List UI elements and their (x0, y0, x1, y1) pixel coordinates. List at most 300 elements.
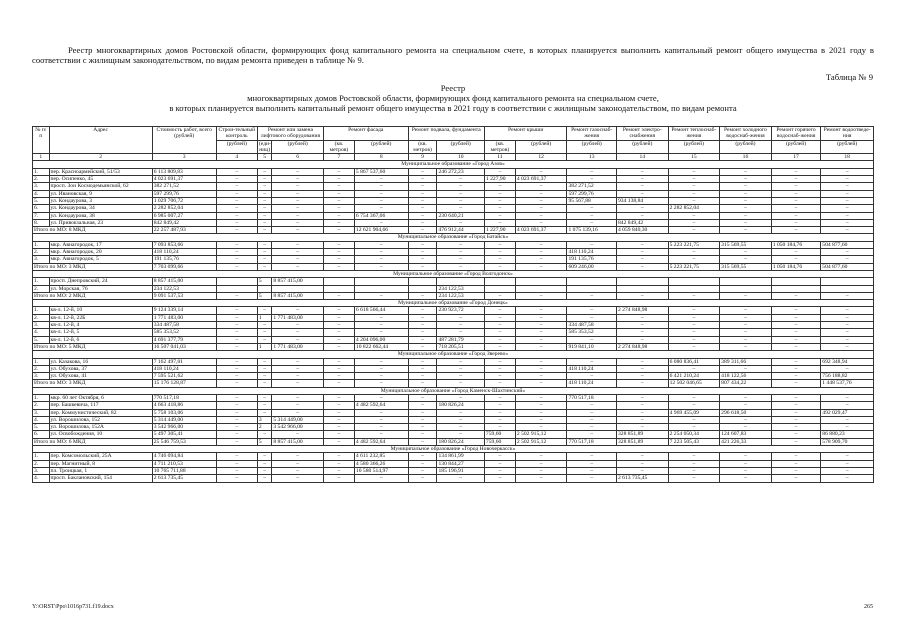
value-cell: – (354, 322, 408, 329)
value-cell: – (257, 467, 271, 474)
value-cell: – (567, 431, 617, 438)
value-cell: 2 (257, 424, 271, 431)
value-cell: – (821, 475, 874, 482)
value-cell: – (323, 358, 354, 365)
value-cell: – (272, 336, 324, 343)
value-cell: – (323, 322, 354, 329)
subheader-rub: (рублей) (821, 140, 874, 154)
total-cell: – (408, 292, 437, 299)
total-cell: – (408, 227, 437, 234)
value-cell: – (216, 205, 257, 212)
value-cell: – (484, 373, 515, 380)
total-cell: – (616, 263, 668, 270)
total-cell: 4 059 840,30 (616, 227, 668, 234)
value-cell: – (720, 329, 772, 336)
value-cell: – (616, 402, 668, 409)
column-number: 15 (668, 154, 720, 161)
row-number: 6. (33, 431, 50, 438)
value-cell: – (354, 249, 408, 256)
total-cell: 476 912,44 (437, 227, 484, 234)
value-cell: – (354, 409, 408, 416)
value-cell: 2 282 852,04 (668, 205, 720, 212)
value-cell: – (515, 205, 567, 212)
value-cell: – (515, 475, 567, 482)
value-cell: – (408, 249, 437, 256)
value-cell: – (323, 197, 354, 204)
header-heat: Ремонт теплоснаб-жения (668, 127, 720, 141)
table-row (33, 285, 874, 292)
value-cell: 230 923,72 (437, 307, 484, 314)
value-cell: – (616, 467, 668, 474)
value-cell: 4 482 592,64 (354, 402, 408, 409)
value-cell: – (567, 467, 617, 474)
value-cell: – (216, 336, 257, 343)
total-cell: 7 223 505,43 (668, 438, 720, 445)
value-cell: – (515, 467, 567, 474)
total-cell: – (771, 227, 821, 234)
total-row (33, 263, 874, 270)
value-cell: – (408, 190, 437, 197)
file-path: Y:\ORST\Ppo\1016p731.f19.docx (32, 604, 114, 610)
value-cell: 382 271,52 (567, 183, 617, 190)
value-cell: – (668, 453, 720, 460)
value-cell: – (668, 249, 720, 256)
value-cell: – (354, 176, 408, 183)
table-row (33, 212, 874, 219)
value-cell: 7 093 853,66 (152, 241, 216, 248)
value-cell: – (257, 249, 271, 256)
value-cell: 180 826,24 (437, 402, 484, 409)
value-cell: – (323, 256, 354, 263)
value-cell: – (771, 307, 821, 314)
address-cell: ул. Обухова, 41 (49, 373, 152, 380)
value-cell: 328 851,89 (616, 431, 668, 438)
value-cell: – (216, 197, 257, 204)
value-cell: – (567, 176, 617, 183)
value-cell: – (821, 212, 874, 219)
value-cell: – (257, 358, 271, 365)
value-cell (484, 278, 515, 285)
value-cell: – (821, 219, 874, 226)
total-cell: 421 226,33 (720, 438, 772, 445)
value-cell: – (323, 475, 354, 482)
subheader-sqm: (кв. метров) (408, 140, 437, 154)
column-number: 10 (437, 154, 484, 161)
value-cell: – (272, 307, 324, 314)
header-sewer: Ремонт водоотведе-ния (821, 127, 874, 141)
row-number: 3. (33, 467, 50, 474)
value-cell: – (515, 453, 567, 460)
value-cell: – (323, 394, 354, 401)
table-row (33, 197, 874, 204)
value-cell: – (323, 241, 354, 248)
total-cell: – (484, 380, 515, 387)
municipality-name: Муниципальное образование «Город Батайск» (33, 234, 874, 241)
value-cell: – (323, 329, 354, 336)
value-cell: 1 771 483,00 (152, 314, 216, 321)
value-cell: – (323, 402, 354, 409)
value-cell: 191 135,76 (567, 256, 617, 263)
value-cell: 756 188,82 (821, 373, 874, 380)
value-cell: – (272, 190, 324, 197)
title-line: Реестр (440, 83, 466, 93)
table-row (33, 314, 874, 321)
total-cell: – (720, 343, 772, 350)
group-header-row (33, 446, 874, 453)
value-cell: – (257, 475, 271, 482)
value-cell: 2 282 852,04 (152, 205, 216, 212)
value-cell: – (272, 365, 324, 372)
value-cell: – (408, 453, 437, 460)
value-cell: – (484, 168, 515, 175)
value-cell: – (257, 183, 271, 190)
value-cell: – (668, 322, 720, 329)
value-cell: – (272, 329, 324, 336)
value-cell: – (323, 212, 354, 219)
value-cell (272, 285, 324, 292)
value-cell: – (408, 365, 437, 372)
header-elevator: Ремонт или замена лифтового оборудования (257, 127, 323, 141)
value-cell: – (668, 176, 720, 183)
header-cold: Ремонт холодного водоснаб-жения (720, 127, 772, 141)
value-cell: – (437, 365, 484, 372)
address-cell: пер. Красноармейский, 51/53 (49, 168, 152, 175)
value-cell: – (437, 190, 484, 197)
value-cell: – (720, 307, 772, 314)
address-cell: пл. Троицкая, 1 (49, 467, 152, 474)
value-cell: – (616, 176, 668, 183)
total-cell: – (272, 227, 324, 234)
value-cell: – (272, 241, 324, 248)
value-cell: 597 299,76 (152, 190, 216, 197)
value-cell: – (272, 183, 324, 190)
total-cell: – (668, 343, 720, 350)
value-cell: – (216, 431, 257, 438)
value-cell: – (771, 453, 821, 460)
value-cell: 8 857 415,00 (152, 278, 216, 285)
value-cell: – (771, 183, 821, 190)
value-cell: – (437, 256, 484, 263)
row-number: 8. (33, 219, 50, 226)
value-cell: – (616, 373, 668, 380)
value-cell: – (567, 314, 617, 321)
group-header-row (33, 387, 874, 394)
value-cell: – (323, 314, 354, 321)
address-cell: мкр. Авиагородок, 17 (49, 241, 152, 248)
value-cell: – (257, 241, 271, 248)
column-number: 7 (323, 154, 354, 161)
value-cell (323, 285, 354, 292)
value-cell: – (408, 183, 437, 190)
row-number: 2. (33, 249, 50, 256)
value-cell: 10 580 514,97 (354, 467, 408, 474)
value-cell (616, 285, 668, 292)
value-cell: 418 110,24 (152, 365, 216, 372)
row-number: 1. (33, 358, 50, 365)
value-cell: – (484, 197, 515, 204)
column-number: 5 (257, 154, 271, 161)
value-cell: – (771, 205, 821, 212)
value-cell: – (354, 424, 408, 431)
total-cell: – (771, 380, 821, 387)
value-cell: – (437, 249, 484, 256)
municipality-name: Муниципальное образование «Город Зверево» (33, 351, 874, 358)
value-cell: – (515, 402, 567, 409)
value-cell (720, 278, 772, 285)
value-cell: – (323, 205, 354, 212)
value-cell: – (720, 394, 772, 401)
total-cell: 504 877,60 (821, 263, 874, 270)
value-cell: 315 569,55 (720, 241, 772, 248)
page-number: 265 (864, 604, 873, 610)
table-row (33, 365, 874, 372)
value-cell: – (484, 402, 515, 409)
total-cell: – (408, 263, 437, 270)
value-cell: – (437, 197, 484, 204)
value-cell: 389 311,66 (720, 358, 772, 365)
total-cell: 1 (257, 343, 271, 350)
value-cell: – (216, 219, 257, 226)
value-cell: – (354, 314, 408, 321)
value-cell: – (272, 358, 324, 365)
total-cell: – (515, 292, 567, 299)
value-cell: – (771, 212, 821, 219)
address-cell: кв-л. 12-й, 22Б (49, 314, 152, 321)
title-line: в которых планируется выполнить капитальный ремонт общего имущества в 2021 году в соответствии с жилищным законодательством, по видам ремонта (169, 103, 737, 113)
value-cell: – (567, 168, 617, 175)
value-cell: – (408, 402, 437, 409)
total-label: Итого по МО: 3 МКД (33, 263, 153, 270)
value-cell: – (668, 212, 720, 219)
value-cell: – (437, 183, 484, 190)
value-cell: – (720, 322, 772, 329)
value-cell: – (257, 176, 271, 183)
value-cell: – (437, 475, 484, 482)
value-cell: 770 517,18 (567, 394, 617, 401)
value-cell: – (323, 365, 354, 372)
value-cell (257, 285, 271, 292)
address-cell: кв-л. 12-й, 10 (49, 307, 152, 314)
total-cell: 807 434,22 (720, 380, 772, 387)
value-cell: – (616, 394, 668, 401)
value-cell: – (771, 365, 821, 372)
header-cost: Стоимость работ, всего (рублей) (152, 127, 216, 154)
value-cell: – (616, 365, 668, 372)
table-row (33, 424, 874, 431)
value-cell: – (515, 424, 567, 431)
column-number: 1 (33, 154, 50, 161)
value-cell: – (257, 168, 271, 175)
row-number: 1. (33, 278, 50, 285)
row-number: 6. (33, 205, 50, 212)
total-row (33, 292, 874, 299)
value-cell: – (668, 475, 720, 482)
value-cell (354, 285, 408, 292)
value-cell: – (408, 219, 437, 226)
table-row (33, 475, 874, 482)
value-cell: 1 227,90 (484, 176, 515, 183)
value-cell: 234 122,53 (152, 285, 216, 292)
value-cell: – (272, 373, 324, 380)
value-cell: – (408, 307, 437, 314)
address-cell: кв-л. 12-й, 5 (49, 329, 152, 336)
value-cell: 7 595 521,62 (152, 373, 216, 380)
value-cell: – (668, 329, 720, 336)
value-cell: 759,60 (484, 431, 515, 438)
row-number: 1. (33, 168, 50, 175)
value-cell: – (354, 241, 408, 248)
value-cell: – (484, 219, 515, 226)
value-cell: – (720, 402, 772, 409)
value-cell: – (408, 336, 437, 343)
header-hot: Ремонт горячего водоснаб-жения (771, 127, 821, 141)
value-cell: – (616, 460, 668, 467)
value-cell: – (257, 197, 271, 204)
total-cell: – (668, 292, 720, 299)
value-cell: – (484, 205, 515, 212)
subheader-rub: (рублей) (720, 140, 772, 154)
subheader-sqm: (кв. метров) (484, 140, 515, 154)
value-cell: – (668, 336, 720, 343)
value-cell: – (720, 424, 772, 431)
value-cell: 1 029 706,72 (152, 197, 216, 204)
total-cell: 12 502 046,65 (668, 380, 720, 387)
value-cell: – (567, 424, 617, 431)
value-cell: – (257, 373, 271, 380)
value-cell: – (720, 219, 772, 226)
subheader-rub: (рублей) (567, 140, 617, 154)
value-cell: – (437, 322, 484, 329)
value-cell: – (771, 168, 821, 175)
total-cell: 4 023 691,37 (515, 227, 567, 234)
value-cell: – (616, 424, 668, 431)
total-cell: 1 050 184,76 (771, 263, 821, 270)
value-cell: – (323, 183, 354, 190)
value-cell: 3 542 966,00 (272, 424, 324, 431)
value-cell: – (484, 467, 515, 474)
value-cell: – (720, 212, 772, 219)
value-cell: – (720, 256, 772, 263)
value-cell: – (354, 190, 408, 197)
total-cell: – (272, 380, 324, 387)
value-cell: – (616, 329, 668, 336)
value-cell: – (821, 336, 874, 343)
value-cell: – (484, 183, 515, 190)
value-cell: – (272, 402, 324, 409)
value-cell: 124 607,83 (720, 431, 772, 438)
value-cell (771, 285, 821, 292)
value-cell: 4 611 232,85 (354, 453, 408, 460)
value-cell: – (821, 329, 874, 336)
subheader-units: (еди-ниц) (258, 140, 271, 153)
value-cell: – (668, 314, 720, 321)
value-cell: – (720, 453, 772, 460)
value-cell: – (821, 402, 874, 409)
value-cell: – (437, 409, 484, 416)
value-cell: – (323, 190, 354, 197)
value-cell: – (484, 329, 515, 336)
value-cell: – (821, 322, 874, 329)
value-cell: – (216, 256, 257, 263)
total-cell: – (821, 227, 874, 234)
value-cell: – (323, 453, 354, 460)
value-cell: – (272, 453, 324, 460)
table-row (33, 183, 874, 190)
total-cell: – (216, 227, 257, 234)
value-cell: – (567, 358, 617, 365)
value-cell: – (484, 307, 515, 314)
column-number: 9 (408, 154, 437, 161)
value-cell: – (437, 241, 484, 248)
subheader-rub: (рублей) (216, 140, 257, 154)
value-cell: 504 877,60 (821, 241, 874, 248)
total-cell: 180 826,24 (437, 438, 484, 445)
total-cell: – (354, 380, 408, 387)
total-cell: – (216, 263, 257, 270)
value-cell: – (821, 365, 874, 372)
value-cell: – (272, 409, 324, 416)
value-cell: – (821, 394, 874, 401)
value-cell: – (720, 197, 772, 204)
value-cell: – (771, 394, 821, 401)
column-number: 8 (354, 154, 408, 161)
row-number: 2. (33, 402, 50, 409)
address-cell: ул. Кондаурова, 34 (49, 205, 152, 212)
total-cell: – (257, 380, 271, 387)
value-cell: 2 254 050,34 (668, 431, 720, 438)
address-cell: пер. Коммунистический, 82 (49, 409, 152, 416)
municipality-name: Муниципальное образование «Город Азов» (33, 161, 874, 168)
value-cell: – (567, 336, 617, 343)
value-cell: 5 758 103,06 (152, 409, 216, 416)
total-cell: – (616, 292, 668, 299)
column-number: 6 (272, 154, 324, 161)
value-cell: – (515, 256, 567, 263)
value-cell: – (668, 402, 720, 409)
value-cell: – (821, 168, 874, 175)
value-cell: – (484, 249, 515, 256)
municipality-name: Муниципальное образование «Город Новочеркасск» (33, 446, 874, 453)
value-cell: – (437, 314, 484, 321)
address-cell: кв-л. 12-й, 6 (49, 336, 152, 343)
value-cell: – (515, 322, 567, 329)
column-number: 18 (821, 154, 874, 161)
value-cell: – (821, 460, 874, 467)
total-cell: 759,60 (484, 438, 515, 445)
column-number: 14 (616, 154, 668, 161)
value-cell: 9 124 339,14 (152, 307, 216, 314)
row-number: 2. (33, 285, 50, 292)
group-header-row (33, 270, 874, 277)
value-cell: 5 497 305,41 (152, 431, 216, 438)
value-cell: – (616, 241, 668, 248)
address-cell: ул. Ворошилова, 152А (49, 424, 152, 431)
total-cell: 4 482 592,64 (354, 438, 408, 445)
value-cell (821, 278, 874, 285)
value-cell: – (567, 219, 617, 226)
value-cell: 585 353,52 (567, 329, 617, 336)
group-header-row (33, 300, 874, 307)
value-cell: – (408, 176, 437, 183)
total-cell: – (616, 380, 668, 387)
table-row (33, 168, 874, 175)
value-cell (515, 278, 567, 285)
address-cell: пер. Магнитный, 8 (49, 460, 152, 467)
value-cell: – (408, 329, 437, 336)
value-cell: – (216, 322, 257, 329)
address-cell: ул. Привокзальная, 23 (49, 219, 152, 226)
value-cell: – (216, 373, 257, 380)
